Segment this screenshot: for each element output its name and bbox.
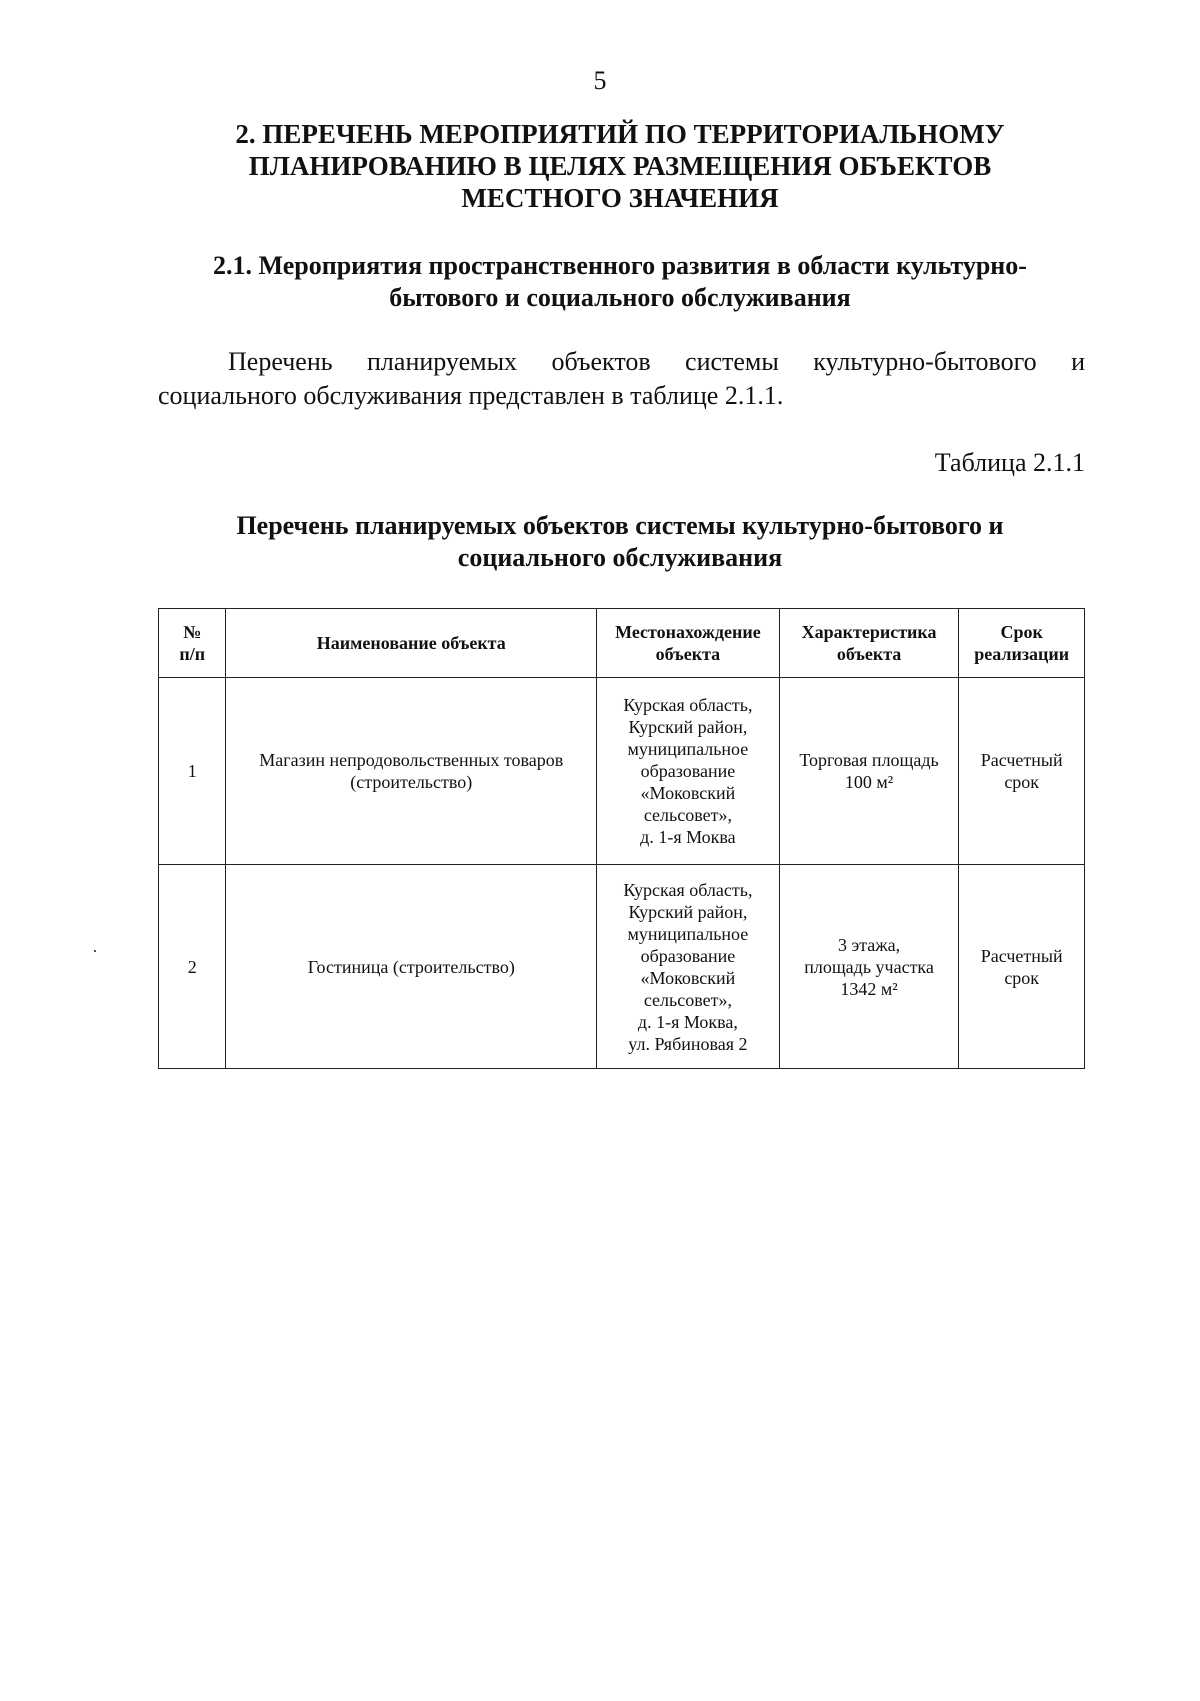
- cell-name: [226, 865, 597, 1069]
- cell-location-line: «Моковский: [640, 783, 736, 803]
- subsection-title-line: 2.1. Мероприятия пространственного развития в области культурно-: [213, 251, 1027, 280]
- cell-term-line: Расчетный: [980, 750, 1063, 770]
- cell-location-line: Курская область,: [623, 879, 753, 900]
- cell-location-line: д. 1-я Моква: [640, 827, 736, 847]
- section-title: [150, 118, 1090, 214]
- table-row: [159, 678, 1085, 865]
- subsection-title: [150, 250, 1090, 314]
- cell-name-line: Гостиница (строительство): [307, 956, 515, 977]
- cell-name: [226, 678, 597, 865]
- cell-location-line: ул. Рябиновая 2: [628, 1033, 748, 1054]
- scan-speck: [94, 950, 96, 952]
- table-title: [150, 510, 1090, 574]
- cell-location-line: Курский район,: [628, 901, 748, 922]
- table-title-line: социального обслуживания: [457, 543, 783, 572]
- cell-characteristic-line: Торговая площадь: [799, 750, 939, 770]
- subsection-title-line: бытового и социального обслуживания: [389, 283, 851, 312]
- cell-location-line: сельсовет»,: [643, 989, 732, 1010]
- cell-location: [597, 865, 780, 1069]
- cell-characteristic-line: 3 этажа,: [837, 934, 901, 955]
- cell-location-line: сельсовет»,: [643, 805, 732, 825]
- cell-characteristic-line: 100 м²: [844, 772, 894, 792]
- cell-name-line: (строительство): [350, 772, 473, 792]
- cell-term-line: срок: [1004, 772, 1040, 792]
- intro-text: Перечень планируемых объектов системы культурно-бытового и социального обслуживания представлен в таблице 2.1.1.: [158, 347, 1085, 410]
- cell-location-line: «Моковский: [640, 967, 736, 988]
- cell-location: [597, 678, 780, 865]
- header-name-line: Наименование объекта: [316, 633, 506, 653]
- header-characteristic-line: Характеристика: [801, 622, 937, 642]
- table-title-line: Перечень планируемых объектов системы культурно-бытового и: [236, 511, 1004, 540]
- cell-location-line: образование: [640, 761, 736, 781]
- cell-num: 1: [159, 678, 226, 865]
- section-title-line: 2. ПЕРЕЧЕНЬ МЕРОПРИЯТИЙ ПО ТЕРРИТОРИАЛЬНОМУ: [235, 119, 1005, 149]
- cell-term-line: Расчетный: [980, 945, 1063, 966]
- cell-term: [959, 865, 1085, 1069]
- header-term: [959, 609, 1085, 678]
- page-number: 5: [593, 66, 607, 95]
- header-num-line: №: [183, 622, 202, 642]
- header-characteristic-line: объекта: [836, 644, 902, 664]
- cell-name-line: Магазин непродовольственных товаров: [259, 750, 564, 770]
- section-title-line: ПЛАНИРОВАНИЮ В ЦЕЛЯХ РАЗМЕЩЕНИЯ ОБЪЕКТОВ: [248, 151, 992, 181]
- cell-characteristic-line: 1342 м²: [840, 978, 898, 999]
- cell-characteristic: [779, 678, 959, 865]
- cell-location-line: муниципальное: [627, 923, 749, 944]
- header-name: [226, 609, 597, 678]
- header-characteristic: [779, 609, 959, 678]
- cell-location-line: муниципальное: [627, 739, 749, 759]
- cell-location-line: Курская область,: [623, 695, 753, 715]
- cell-characteristic-line: площадь участка: [804, 956, 934, 977]
- header-num-line: п/п: [179, 644, 206, 664]
- header-location-line: объекта: [655, 644, 721, 664]
- cell-location-line: образование: [640, 945, 736, 966]
- header-location-line: Местонахождение: [615, 622, 761, 642]
- objects-table: [158, 608, 1085, 1069]
- header-location: [597, 609, 780, 678]
- intro-paragraph: [158, 345, 1085, 413]
- cell-term-line: срок: [1004, 967, 1040, 988]
- cell-location-line: Курский район,: [628, 717, 748, 737]
- cell-characteristic: [779, 865, 959, 1069]
- cell-location-line: д. 1-я Моква,: [637, 1011, 738, 1032]
- header-num: [159, 609, 226, 678]
- cell-num: 2: [159, 865, 226, 1069]
- header-term-line: реализации: [974, 644, 1070, 664]
- table-row: [159, 865, 1085, 1069]
- table-header-row: [159, 609, 1085, 678]
- cell-term: [959, 678, 1085, 865]
- table-reference: Таблица 2.1.1: [934, 448, 1085, 477]
- section-title-line: МЕСТНОГО ЗНАЧЕНИЯ: [461, 183, 779, 213]
- header-term-line: Срок: [1000, 622, 1043, 642]
